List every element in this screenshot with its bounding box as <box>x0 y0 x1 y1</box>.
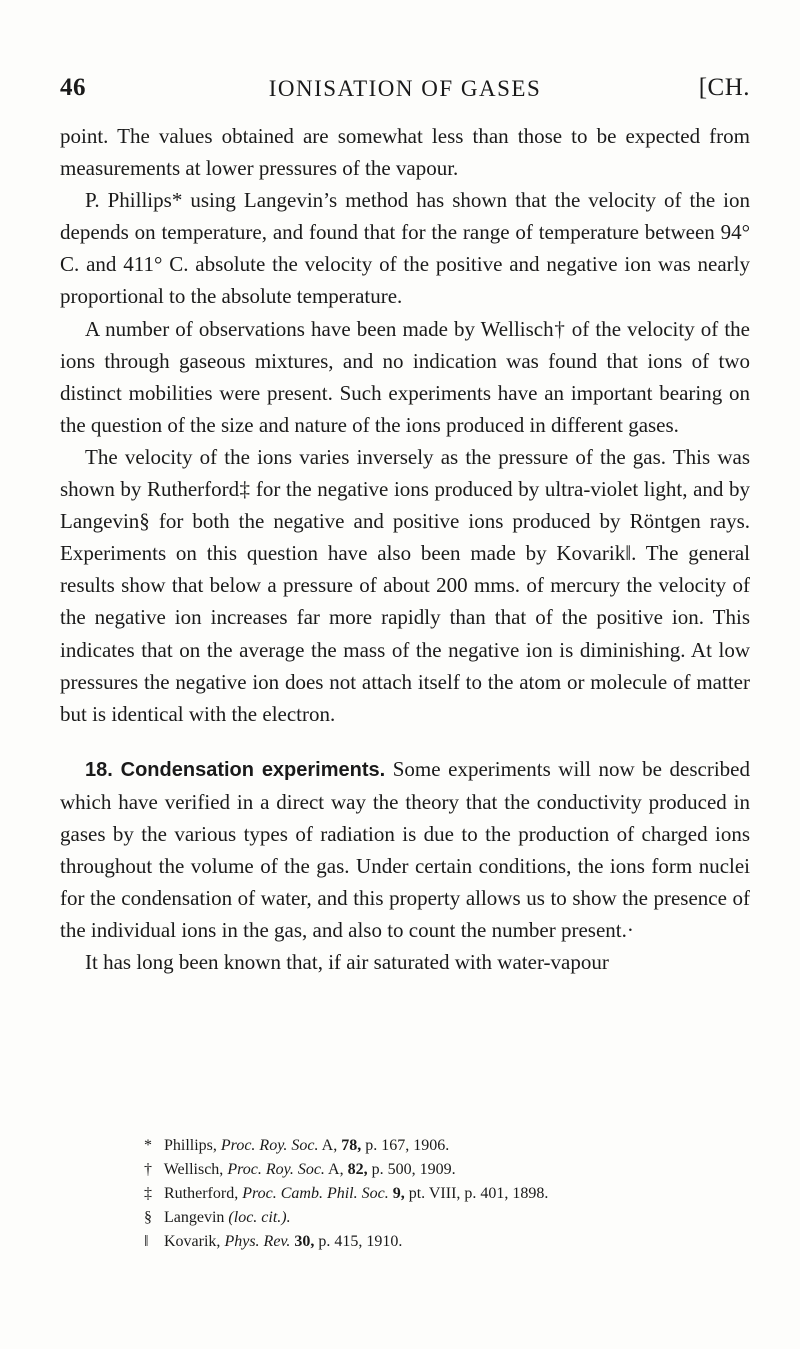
paragraph-4: The velocity of the ions varies inversely as the pressure of the gas. This was shown by Rutherford‡ for the negative ions produced by ultra-violet light, and by Langevin§ for both the negative and positive ions produced by Röntgen rays. Experiments on this question have also been made by Kovarik‖. The general results show that below a pressure of about 200 mms. of mercury the velocity of the negative ion increases far more rapidly than that of the positive ion. This indicates that on the average the mass of the negative ion is diminishing. At low pressures the negative ion does not attach itself to the atom or molecule of matter but is identical with the electron. <box>60 444 750 726</box>
running-title: IONISATION OF GASES <box>268 76 542 101</box>
section-text: Some experiments will now be described which have verified in a direct way the theory that the conductivity produced in gases by the various types of radiation is due to the production of charged ions throughout the volume of the gas. Under certain conditions, the ions form nuclei for the condensation of water, and this property allows us to show the presence of the individual ions in the gas, and also to count the number present.· <box>60 756 750 943</box>
footnote-1: * Phillips, Proc. Roy. Soc. A, 78, p. 167, 1906. <box>144 1137 450 1154</box>
paragraph-1: point. The values obtained are somewhat less than those to be expected from measurements at lower pressures of the vapour. <box>60 124 750 181</box>
paragraph-2: P. Phillips* using Langevin’s method has shown that the velocity of the ion depends on temperature, and found that for the range of temperature between 94° C. and 411° C. absolute the velocity of the positive and negative ion was nearly proportional to the absolute temperature. <box>60 188 750 309</box>
page-header <box>60 74 750 108</box>
chapter-marker: [CH. <box>698 74 750 101</box>
section-heading: 18. Condensation experiments. <box>85 758 386 781</box>
footnote-4: § Langevin (loc. cit.). <box>144 1209 291 1226</box>
section-18 <box>60 753 750 947</box>
paragraph-3: A number of observations have been made by Wellisch† of the velocity of the ions through gaseous mixtures, and no indication was found that ions of two distinct mobilities were present. Such experiments have an important bearing on the question of the size and nature of the ions produced in different gases. <box>60 316 750 437</box>
page-number: 46 <box>60 74 86 101</box>
main-text <box>60 120 750 978</box>
footnote-5: ‖ Kovarik, Phys. Rev. 30, p. 415, 1910. <box>144 1233 403 1250</box>
paragraph-last: It has long been known that, if air saturated with water-vapour <box>85 950 609 975</box>
footnote-2: † Wellisch, Proc. Roy. Soc. A, 82, p. 500, 1909. <box>144 1161 456 1178</box>
footnotes <box>60 1134 750 1254</box>
footnote-3: ‡ Rutherford, Proc. Camb. Phil. Soc. 9, pt. VIII, p. 401, 1898. <box>144 1185 549 1202</box>
